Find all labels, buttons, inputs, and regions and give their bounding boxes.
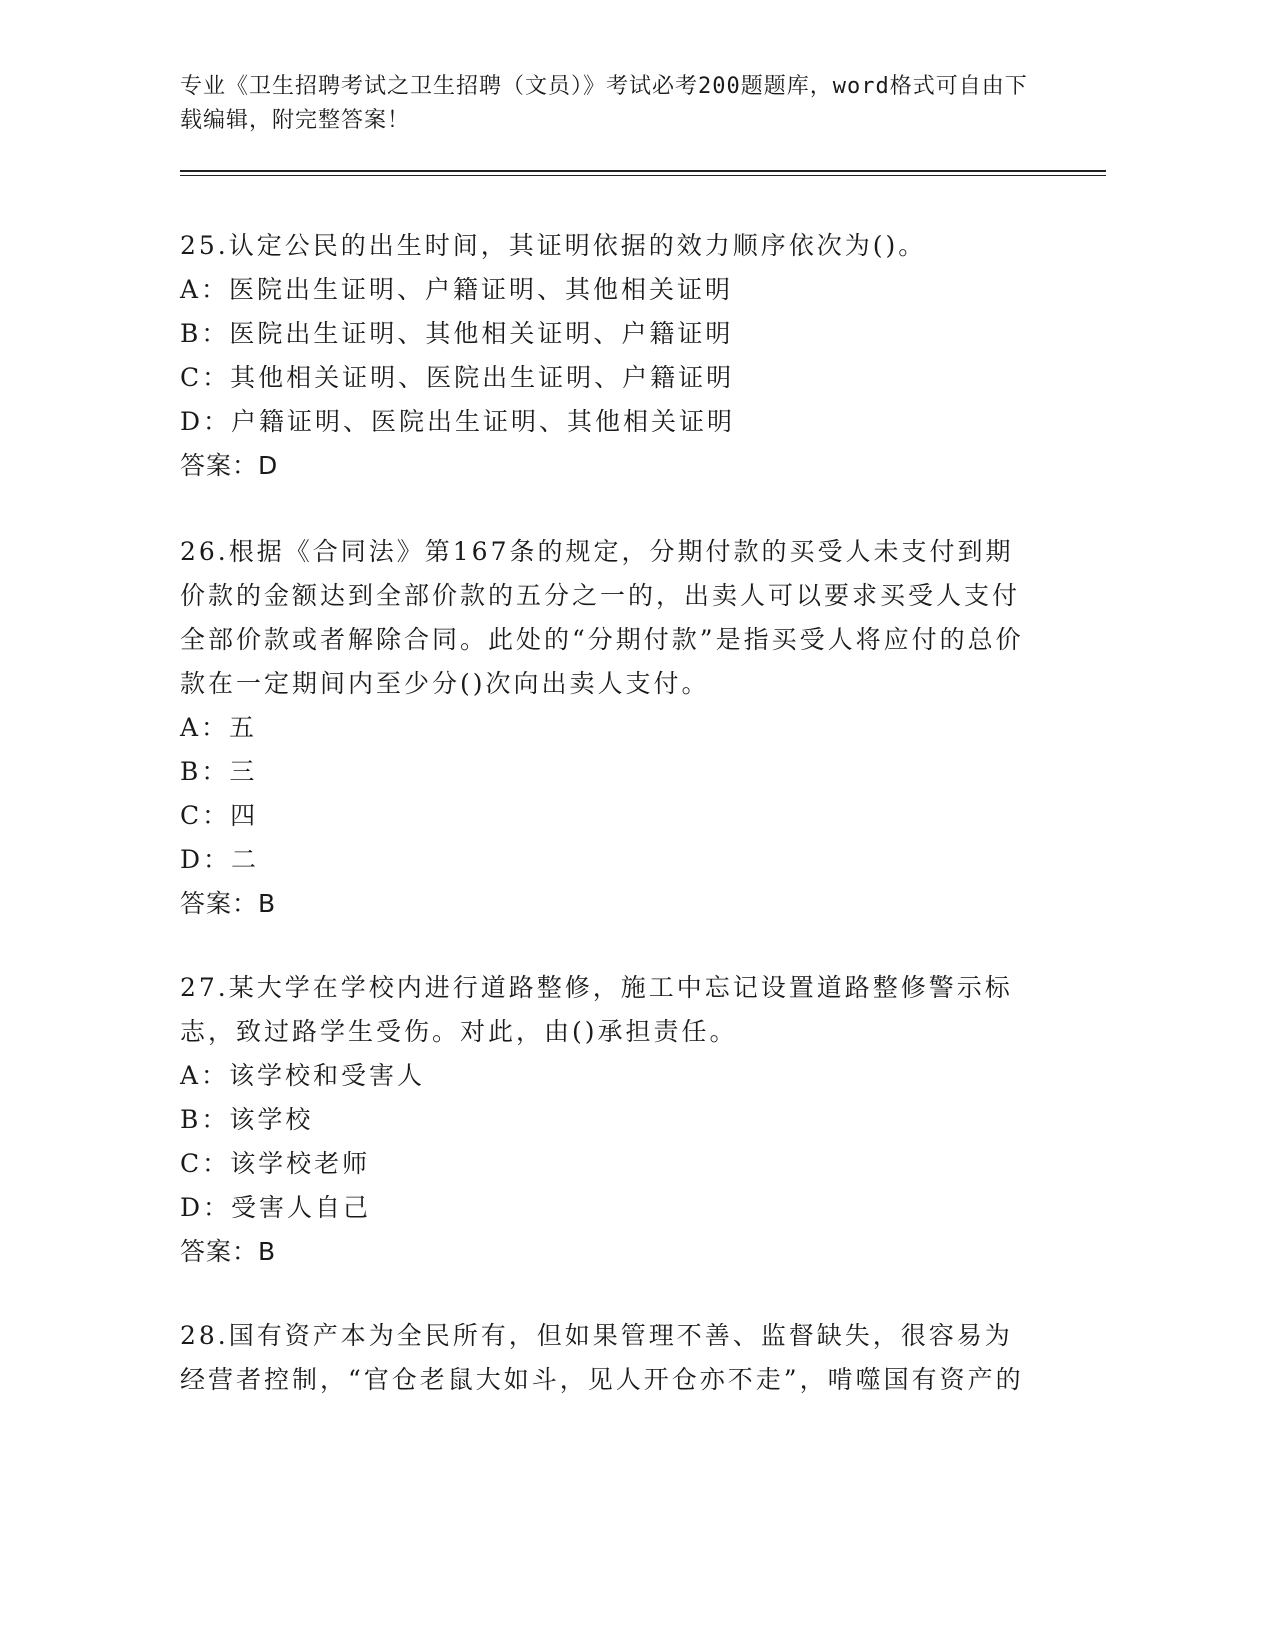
question-stem: 28.国有资产本为全民所有，但如果管理不善、监督缺失，很容易为经营者控制，“官仓老鼠大如斗，见人开仓亦不走”，啃噬国有资产的 <box>180 1321 1024 1394</box>
question-25 <box>180 224 1030 488</box>
option-c: C：四 <box>180 801 259 830</box>
option-d: D：户籍证明、医院出生证明、其他相关证明 <box>180 407 736 436</box>
question-28 <box>180 1314 1030 1402</box>
header-divider-thick <box>180 170 1106 172</box>
answer: 答案：B <box>180 1237 277 1266</box>
option-c: C：该学校老师 <box>180 1149 371 1178</box>
option-b: B：该学校 <box>180 1105 314 1134</box>
answer: 答案：D <box>180 451 279 480</box>
option-a: A：该学校和受害人 <box>180 1061 426 1090</box>
question-26 <box>180 530 1030 926</box>
option-b: B：三 <box>180 757 258 786</box>
question-27 <box>180 966 1030 1274</box>
option-c: C：其他相关证明、医院出生证明、户籍证明 <box>180 363 735 392</box>
option-d: D：受害人自己 <box>180 1193 372 1222</box>
option-a: A：五 <box>180 713 258 742</box>
question-stem: 27.某大学在学校内进行道路整修，施工中忘记设置道路整修警示标志，致过路学生受伤。对此，由()承担责任。 <box>180 973 1013 1046</box>
answer: 答案：B <box>180 889 277 918</box>
question-stem: 25.认定公民的出生时间，其证明依据的效力顺序依次为()。 <box>180 231 927 260</box>
option-d: D：二 <box>180 845 260 874</box>
option-b: B：医院出生证明、其他相关证明、户籍证明 <box>180 319 734 348</box>
question-stem: 26.根据《合同法》第167条的规定，分期付款的买受人未支付到期价款的金额达到全部价款的五分之一的，出卖人可以要求买受人支付全部价款或者解除合同。此处的“分期付款”是指买受人将应付的总价款在一定期间内至少分()次向出卖人支付。 <box>180 537 1024 698</box>
document-header: 专业《卫生招聘考试之卫生招聘（文员）》考试必考200题题库，word格式可自由下载编辑，附完整答案！ <box>180 74 1028 133</box>
header-divider-thin <box>180 175 1106 176</box>
option-a: A：医院出生证明、户籍证明、其他相关证明 <box>180 275 734 304</box>
